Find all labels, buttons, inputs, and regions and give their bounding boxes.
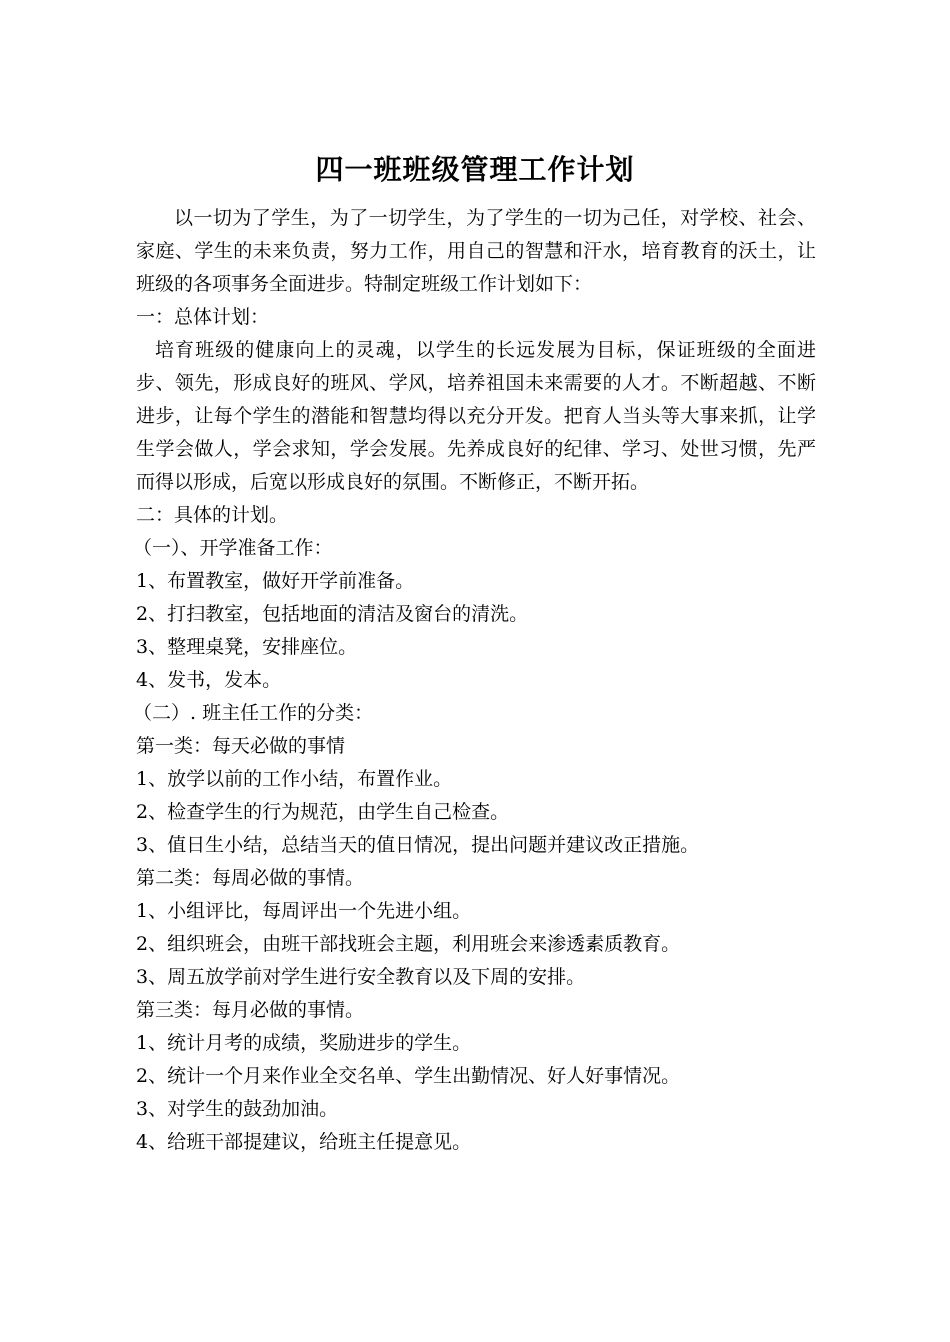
list-item: 3、对学生的鼓劲加油。 (136, 1098, 339, 1120)
list-item: 3、值日生小结，总结当天的值日情况，提出问题并建议改正措施。 (136, 834, 700, 856)
list-item: 1、布置教室，做好开学前准备。 (136, 570, 415, 592)
list-item: 2、检查学生的行为规范，由学生自己检查。 (136, 801, 510, 823)
category1-heading: 第一类：每天必做的事情 (136, 735, 346, 757)
part2-heading: （二）. 班主任工作的分类： (133, 702, 374, 724)
document-body (133, 202, 816, 1159)
list-item: 3、周五放学前对学生进行安全教育以及下周的安排。 (136, 966, 586, 988)
list-item: 4、发书，发本。 (136, 669, 282, 691)
category2-heading: 第二类：每周必做的事情。 (136, 867, 365, 889)
list-item: 2、打扫教室，包括地面的清洁及窗台的清洗。 (136, 603, 529, 625)
part1-heading: （一）、开学准备工作： (133, 537, 333, 559)
section2-heading: 二：具体的计划。 (136, 504, 289, 526)
list-item: 2、组织班会，由班干部找班会主题，利用班会来渗透素质教育。 (136, 933, 681, 955)
list-item: 2、统计一个月来作业全交名单、学生出勤情况、好人好事情况。 (136, 1065, 681, 1087)
document-title: 四一班班级管理工作计划 (315, 153, 635, 186)
category3-heading: 第三类：每月必做的事情。 (136, 999, 365, 1021)
section1-paragraph: 培育班级的健康向上的灵魂，以学生的长远发展为目标，保证班级的全面进步、领先，形成良好的班风、学风，培养祖国未来需要的人才。不断超越、不断进步，让每个学生的潜能和智慧均得以充分开发。把育人当头等大事来抓，让学生学会做人，学会求知，学会发展。先养成良好的纪律、学习、处世习惯，先严而得以形成，后宽以形成良好的氛围。不断修正，不断开拓。 (136, 339, 816, 493)
section1-heading: 一：总体计划： (136, 306, 270, 328)
intro-paragraph: 以一切为了学生，为了一切学生，为了学生的一切为己任，对学校、社会、家庭、学生的未来负责，努力工作，用自己的智慧和汗水，培育教育的沃土，让班级的各项事务全面进步。特制定班级工作计划如下： (136, 207, 816, 295)
list-item: 1、放学以前的工作小结，布置作业。 (136, 768, 453, 790)
list-item: 4、给班干部提建议，给班主任提意见。 (136, 1131, 472, 1153)
list-item: 1、小组评比，每周评出一个先进小组。 (136, 900, 472, 922)
list-item: 3、整理桌凳，安排座位。 (136, 636, 358, 658)
list-item: 1、统计月考的成绩，奖励进步的学生。 (136, 1032, 472, 1054)
